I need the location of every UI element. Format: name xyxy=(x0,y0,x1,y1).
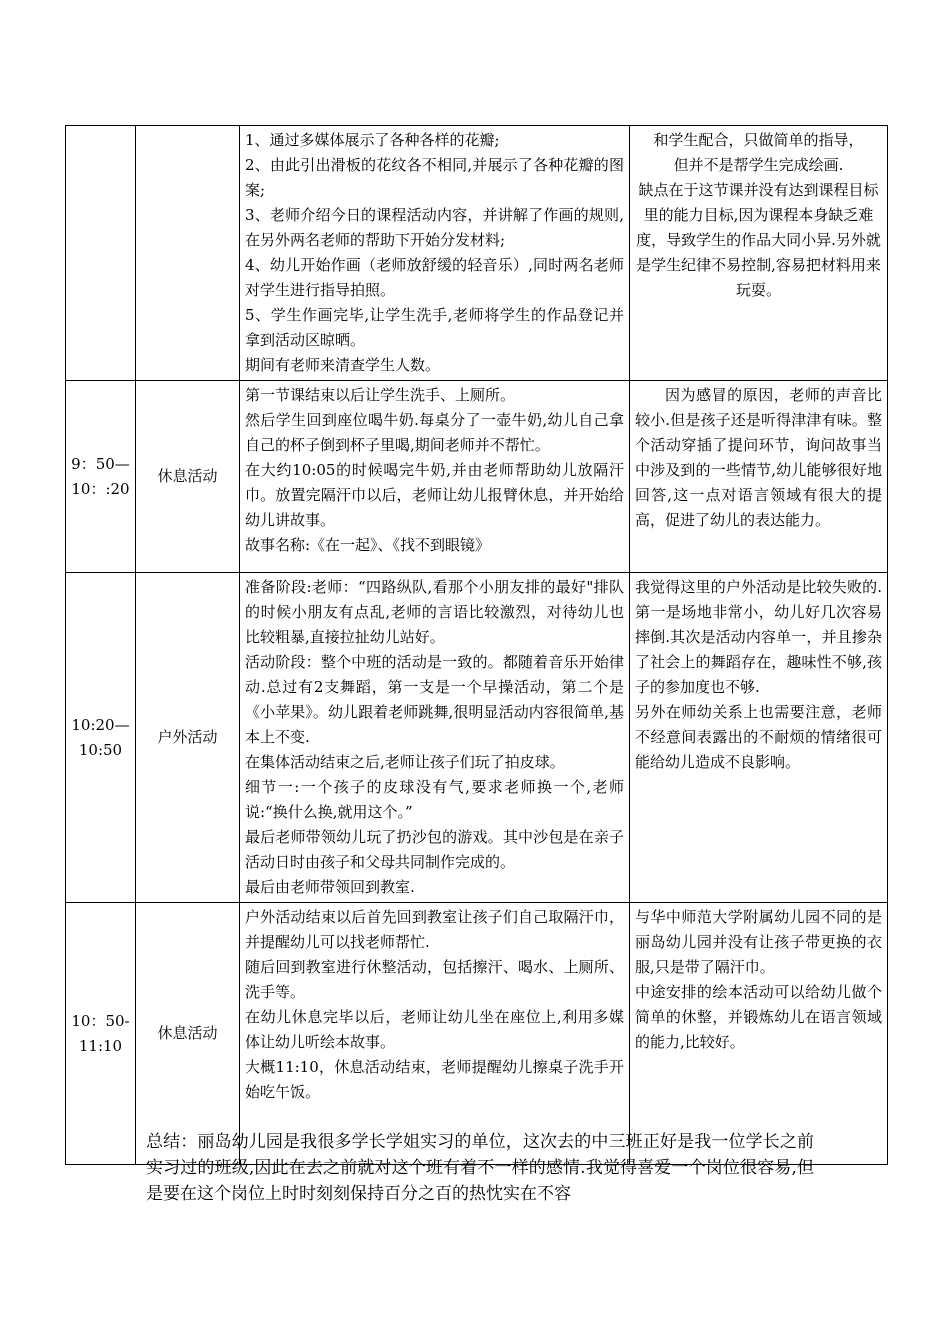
reflection-line: 与华中师范大学附属幼儿园不同的是丽岛幼儿园并没有让孩子带更换的衣服,只是带了隔汗巾。 xyxy=(635,908,882,976)
reflection-line: 缺点在于这节课并没有达到课程目标里的能力目标,因为课程本身缺乏难度，导致学生的作品大同小异.另外就是学生纪律不易控制,容易把材料用来玩耍。 xyxy=(636,181,881,299)
content-line: 最后老师带领幼儿玩了扔沙包的游戏。其中沙包是在亲子活动日时由孩子和父母共同制作完成的。 xyxy=(245,828,624,871)
activity-type-cell: 休息活动 xyxy=(136,903,240,1165)
content-line: 活动阶段：整个中班的活动是一致的。都随着音乐开始律动.总过有2支舞蹈，第一支是一个早操活动，第二个是《小苹果》。幼儿跟着老师跳舞,很明显活动内容很简单,基本上不变. xyxy=(245,653,624,746)
content-line: 期间有老师来清查学生人数。 xyxy=(245,356,441,374)
content-line: 2、由此引出滑板的花纹各不相同,并展示了各种花瓣的图案; xyxy=(245,156,624,199)
table-row xyxy=(66,573,888,903)
table-row xyxy=(66,903,888,1165)
activity-type-cell: 户外活动 xyxy=(136,573,240,903)
content-line: 大概11:10，休息活动结束，老师提醒幼儿擦桌子洗手开始吃午饭。 xyxy=(245,1058,624,1101)
activity-type-cell: 休息活动 xyxy=(136,381,240,573)
content-line: 户外活动结束以后首先回到教室让孩子们自己取隔汗巾，并提醒幼儿可以找老师帮忙. xyxy=(245,908,624,951)
content-line: 然后学生回到座位喝牛奶.每桌分了一壶牛奶,幼儿自己拿自己的杯子倒到杯子里喝,期间老师并不帮忙。 xyxy=(245,411,624,454)
reflection-line: 但并不是帮学生完成绘画. xyxy=(673,156,844,174)
time-cell: 10:20—10:50 xyxy=(66,573,136,903)
reflection-line: 我觉得这里的户外活动是比较失败的.第一是场地非常小，幼儿好几次容易摔倒.其次是活动内容单一，并且掺杂了社会上的舞蹈存在，趣味性不够,孩子的参加度也不够. xyxy=(635,578,882,696)
content-line: 3、老师介绍今日的课程活动内容，并讲解了作画的规则,在另外两名老师的帮助下开始分发材料; xyxy=(245,206,624,249)
reflection-cell xyxy=(630,126,888,381)
content-line: 1、通过多媒体展示了各种各样的花瓣; xyxy=(245,131,500,149)
reflection-cell xyxy=(630,903,888,1165)
content-line: 故事名称:《在一起》、《找不到眼镜》 xyxy=(245,536,491,554)
content-line: 随后回到教室进行休整活动，包括擦汗、喝水、上厕所、洗手等。 xyxy=(245,958,624,1001)
activity-content-cell xyxy=(240,381,630,573)
activity-content-cell xyxy=(240,573,630,903)
activity-content-cell xyxy=(240,126,630,381)
content-line: 5、学生作画完毕,让学生洗手,老师将学生的作品登记并拿到活动区晾晒。 xyxy=(245,306,624,349)
content-line: 在大约10:05的时候喝完牛奶,并由老师帮助幼儿放隔汗巾。放置完隔汗巾以后，老师让幼儿报臂休息，并开始给幼儿讲故事。 xyxy=(245,461,624,529)
activity-content-cell xyxy=(240,903,630,1165)
table-row xyxy=(66,381,888,573)
time-cell: 9：50—10：:20 xyxy=(66,381,136,573)
content-line: 在集体活动结束之后,老师让孩子们玩了拍皮球。 xyxy=(245,753,565,771)
reflection-line: 和学生配合，只做简单的指导， xyxy=(653,131,864,149)
activity-log-table xyxy=(65,125,888,1165)
reflection-line: 中途安排的绘本活动可以给幼儿做个简单的休整，并锻炼幼儿在语言领域的能力,比较好。 xyxy=(635,983,882,1051)
reflection-line: 因为感冒的原因，老师的声音比较小.但是孩子还是听得津津有味。整个活动穿插了提问环节，询问故事当中涉及到的一些情节,幼儿能够很好地回答,这一点对语言领域有很大的提高，促进了幼儿的表达能力。 xyxy=(635,386,882,529)
time-cell: 10：50-11:10 xyxy=(66,903,136,1165)
content-line: 最后由老师带领回到教室. xyxy=(245,878,415,896)
content-line: 4、幼儿开始作画（老师放舒缓的轻音乐）,同时两名老师对学生进行指导拍照。 xyxy=(245,256,624,299)
content-line: 在幼儿休息完毕以后，老师让幼儿坐在座位上,利用多媒体让幼儿听绘本故事。 xyxy=(245,1008,624,1051)
content-line: 第一节课结束以后让学生洗手、上厕所。 xyxy=(245,386,516,404)
reflection-cell xyxy=(630,381,888,573)
time-cell xyxy=(66,126,136,381)
content-line: 准备阶段:老师：“四路纵队,看那个小朋友排的最好"排队的时候小朋友有点乱,老师的言语比较激烈，对待幼儿也比较粗暴,直接拉扯幼儿站好。 xyxy=(245,578,624,646)
content-line: 细节一:一个孩子的皮球没有气,要求老师换一个,老师说:“换什么换,就用这个。” xyxy=(245,778,624,821)
table-row xyxy=(66,126,888,381)
activity-type-cell xyxy=(136,126,240,381)
reflection-line: 另外在师幼关系上也需要注意，老师不经意间表露出的不耐烦的情绪很可能给幼儿造成不良影响。 xyxy=(635,703,882,771)
summary-paragraph: 总结：丽岛幼儿园是我很多学长学姐实习的单位，这次去的中三班正好是我一位学长之前实习过的班级,因此在去之前就对这个班有着不一样的感情.我觉得喜爱一个岗位很容易,但是要在这个岗位上时时刻刻保持百分之百的热忱实在不容 xyxy=(146,1132,814,1204)
reflection-cell xyxy=(630,573,888,903)
